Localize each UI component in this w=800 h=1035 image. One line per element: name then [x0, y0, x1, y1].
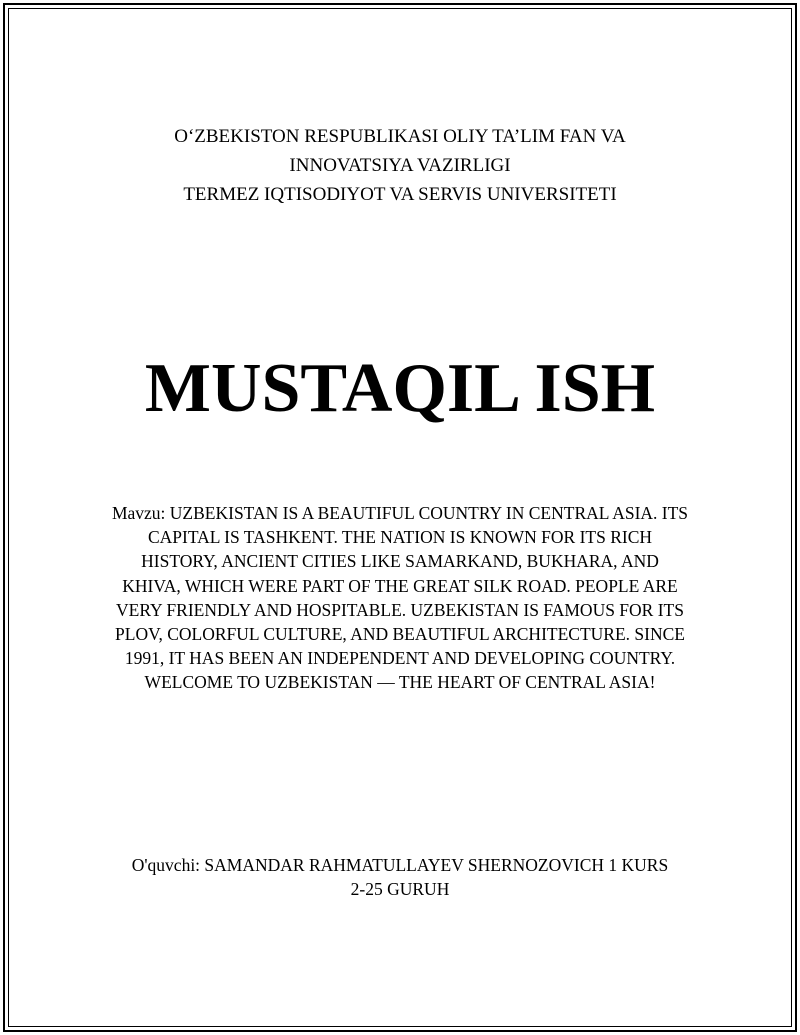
student-info: O'quvchi: SAMANDAR RAHMATULLAYEV SHERNOZOVICH 1 KURS 2-25 GURUH: [131, 855, 669, 899]
header-block: [0, 122, 800, 209]
header-line-university: TERMEZ IQTISODIYOT VA SERVIS UNIVERSITETI: [183, 184, 617, 205]
document-title: MUSTAQIL ISH: [144, 350, 656, 427]
topic-paragraph: Mavzu: UZBEKISTAN IS A BEAUTIFUL COUNTRY IN CENTRAL ASIA. ITS CAPITAL IS TASHKENT. THE NATION IS KNOWN FOR ITS RICH HISTORY, ANCIENT CITIES LIKE SAMARKAND, BUKHARA, AND KHIVA, WHICH WERE PART OF THE GREAT SILK ROAD. PEOPLE ARE VERY FRIENDLY AND HOSPITABLE. UZBEKISTAN IS FAMOUS FOR ITS PLOV, COLORFUL CULTURE, AND BEAUTIFUL ARCHITECTURE. SINCE 1991, IT HAS BEEN AN INDEPENDENT AND DEVELOPING COUNTRY. WELCOME TO UZBEKISTAN — THE HEART OF CENTRAL ASIA!: [111, 503, 689, 693]
header-line-ministry-2: INNOVATSIYA VAZIRLIGI: [289, 155, 511, 176]
header-line-ministry-1: O‘ZBEKISTON RESPUBLIKASI OLIY TA’LIM FAN VA: [174, 126, 626, 147]
